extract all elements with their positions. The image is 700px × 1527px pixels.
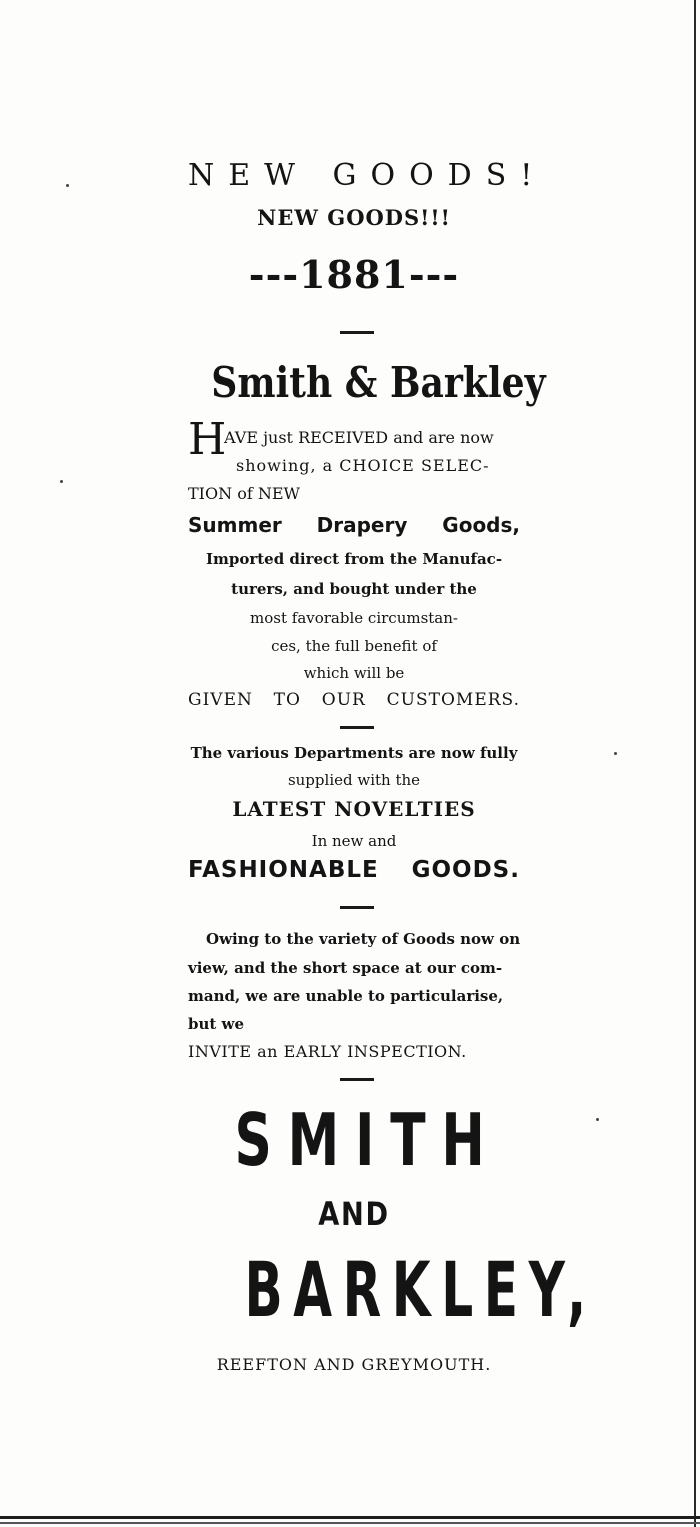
fashion-word-1: FASHIONABLE [188,857,379,883]
headline-new-goods-bold: NEW GOODS!!! [257,205,451,230]
latest-novelties: LATEST NOVELTIES [232,797,476,821]
fashion-word-2: GOODS. [411,857,520,883]
firm-title: Smith & Barkley [211,358,546,407]
print-speck [614,752,617,755]
departments-line-3: In new and [311,832,397,850]
owing-line-3: mand, we are unable to particularise, [188,987,504,1005]
summer-word-1: Summer [188,513,282,537]
imported-line-3: most favorable circumstan- [250,609,458,627]
signature-and: AND [318,1195,390,1233]
owing-line-1: Owing to the variety of Goods now on [206,930,521,948]
summer-word-2: Drapery [316,513,408,537]
summer-word-3: Goods, [442,513,520,537]
imported-line-1: Imported direct from the Manufac- [205,550,503,568]
page-rule-bottom [0,1516,700,1519]
signature-address: REEFTON AND GREYMOUTH. [216,1355,492,1374]
headline-new-goods-spaced: NEW GOODS! [188,158,547,193]
given-word-1: GIVEN [188,690,253,710]
given-line [188,690,520,710]
departments-line-1: The various Departments are now fully [190,744,518,762]
owing-line-2: view, and the short space at our com- [188,959,503,977]
departments-line-2: supplied with the [287,771,421,789]
print-speck [596,1118,599,1121]
section-dash [340,726,374,729]
column-rule-right [694,0,696,1527]
given-word-4: CUSTOMERS. [386,690,520,710]
print-speck [66,184,69,187]
signature-barkley: BARKLEY, [244,1245,597,1334]
intro-line-1: AVE just RECEIVED and are now [224,428,494,447]
section-dash [340,331,374,334]
headline-year: ---1881--- [248,252,460,297]
owing-line-4: but we [188,1015,245,1033]
fashionable-goods-line [188,857,520,883]
intro-line-2: showing, a CHOICE SELEC- [236,456,490,475]
invite-line: INVITE an EARLY INSPECTION. [188,1042,467,1061]
print-speck [60,480,63,483]
imported-line-4: ces, the full benefit of [271,637,437,655]
drop-cap: H [188,414,227,465]
given-word-2: TO [273,690,301,710]
given-word-3: OUR [321,690,366,710]
page-rule-bottom-thin [0,1522,700,1524]
summer-drapery-line [188,513,520,537]
signature-smith: SMITH [234,1098,501,1182]
intro-line-3: TION of NEW [188,484,300,503]
imported-line-5: which will be [303,664,405,682]
section-dash [340,906,374,909]
section-dash [340,1078,374,1081]
imported-line-2: turers, and bought under the [231,580,477,598]
